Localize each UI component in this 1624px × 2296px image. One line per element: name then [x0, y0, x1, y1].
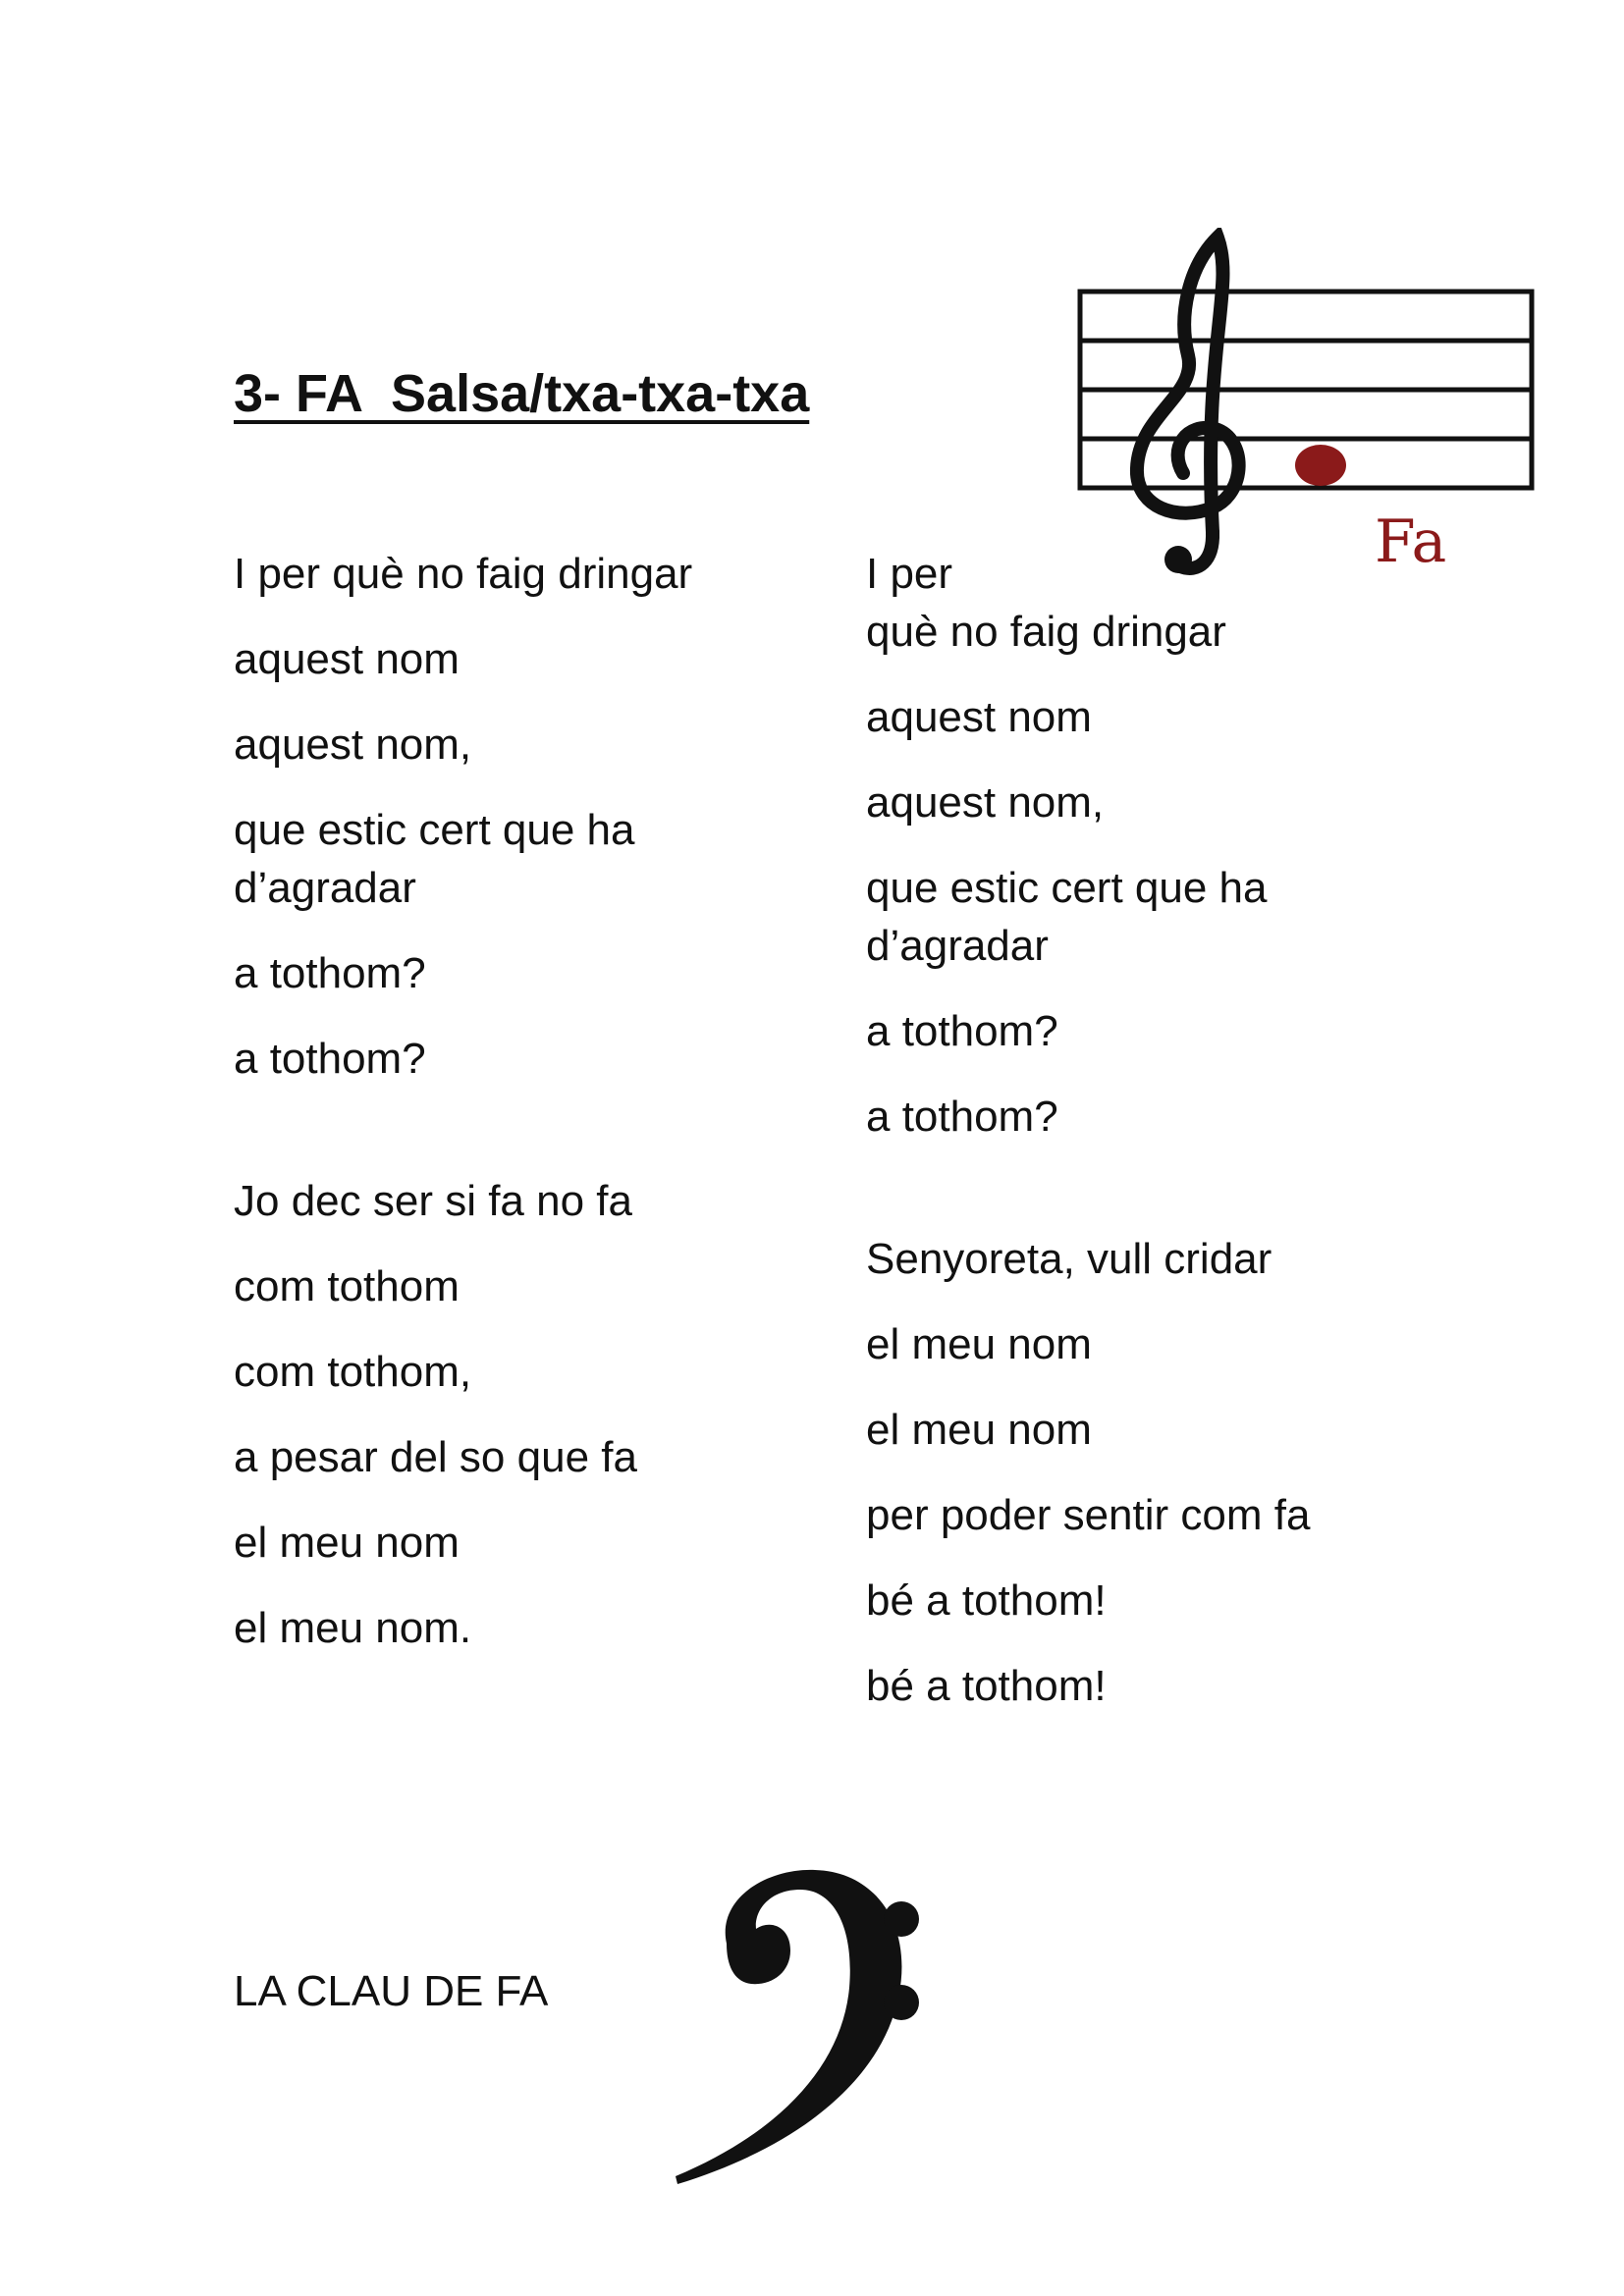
lyric-line: el meu nom. — [234, 1604, 472, 1652]
lyrics-left-column — [234, 545, 695, 1657]
lyric-line: d’agradar — [866, 922, 1049, 970]
lyric-line: a tothom? — [234, 949, 426, 997]
lyric-line: a tothom? — [866, 1093, 1058, 1141]
lyric-line: Jo dec ser si fa no fa — [234, 1177, 632, 1225]
lyric-line: el meu nom — [866, 1320, 1092, 1368]
treble-clef-icon — [1137, 238, 1239, 573]
lyric-line: què no faig dringar — [866, 608, 1226, 656]
lyric-line: aquest nom — [234, 635, 460, 683]
lyric-line: per poder sentir com fa — [866, 1491, 1311, 1539]
lyric-line: a tothom? — [234, 1035, 426, 1083]
note-label-fa: Fa — [1375, 507, 1447, 576]
lyric-line: bé a tothom! — [866, 1576, 1107, 1625]
lyric-line: d’agradar — [234, 864, 416, 912]
lyric-line: Senyoreta, vull cridar — [866, 1235, 1272, 1283]
lyric-line: que estic cert que ha — [234, 806, 635, 854]
lyric-line: aquest nom — [866, 693, 1092, 741]
page-title: 3- FA Salsa/txa-txa-txa — [234, 364, 810, 423]
lyric-line: aquest nom, — [234, 721, 472, 769]
lyric-line: aquest nom, — [866, 778, 1105, 827]
treble-clef-staff-icon — [1070, 228, 1542, 591]
footer-label: LA CLAU DE FA — [234, 1967, 549, 2015]
lyric-line: I per què no faig dringar — [234, 550, 693, 598]
bass-clef-icon — [668, 1860, 943, 2194]
lyric-line: a pesar del so que fa — [234, 1433, 637, 1481]
lyric-line: a tothom? — [866, 1007, 1058, 1055]
lyric-line: com tothom — [234, 1262, 460, 1310]
lyric-line: que estic cert que ha — [866, 864, 1268, 912]
note-fa — [1295, 445, 1346, 486]
lyric-line: el meu nom — [234, 1519, 460, 1567]
lyric-line: I per — [866, 550, 953, 598]
lyric-line: com tothom, — [234, 1348, 472, 1396]
lyric-line: el meu nom — [866, 1406, 1092, 1454]
lyric-line: bé a tothom! — [866, 1662, 1107, 1710]
lyrics-right-column — [866, 545, 1377, 1715]
